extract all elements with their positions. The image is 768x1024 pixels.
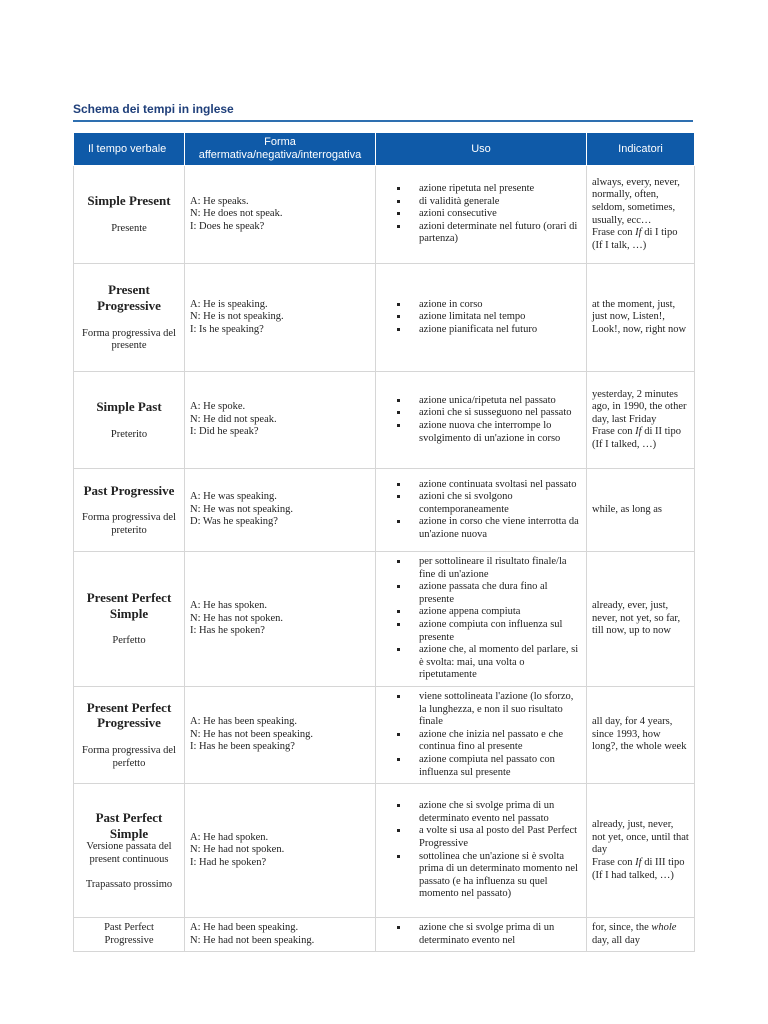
tense-italian: Presente (111, 223, 147, 234)
use-item: viene sottolineata l'azione (lo sforzo, la lunghezza, e non il suo risultato finale (419, 691, 581, 729)
forms-cell (185, 687, 376, 784)
indicators-if-clause: Frase con If di II tipo (If I talked, …) (592, 426, 681, 450)
use-item: azioni che si svolgono contemporaneamente (419, 491, 581, 516)
use-item: azioni consecutive (419, 208, 581, 221)
use-item: azione compiuta con influenza sul presente (419, 619, 581, 644)
tense-cell (74, 918, 185, 952)
form-negative: N: He had not spoken. (190, 844, 285, 856)
header-tense: Il tempo verbale (74, 133, 185, 166)
uses-cell (376, 264, 587, 372)
use-item: azione passata che dura fino al presente (419, 581, 581, 606)
use-item: azione pianificata nel futuro (419, 324, 581, 337)
tense-name: Simple Past (96, 398, 162, 414)
tense-italian: Versione passata del present continuous (86, 841, 172, 865)
tense-cell (74, 552, 185, 687)
indicators-cell (587, 166, 695, 264)
table-row (74, 687, 695, 784)
header-indicators: Indicatori (587, 133, 695, 166)
tense-cell (74, 784, 185, 918)
indicators-text: yesterday, 2 minutes ago, in 1990, the other day, last Friday (592, 388, 687, 425)
tense-cell (74, 264, 185, 372)
forms-cell (185, 918, 376, 952)
table-row (74, 264, 695, 372)
header-uses: Uso (376, 133, 587, 166)
tense-cell (74, 166, 185, 264)
tense-italian: Perfetto (112, 635, 146, 647)
tense-name: Simple Present (87, 193, 171, 209)
table-row (74, 552, 695, 687)
tense-italian: Forma progressiva del preterito (82, 512, 176, 536)
uses-cell (376, 918, 587, 952)
table-row (74, 784, 695, 918)
uses-cell (376, 166, 587, 264)
form-negative: N: He is not speaking. (190, 311, 284, 323)
indicators-cell: for, since, the whole day, all day (587, 918, 695, 952)
table-row (74, 166, 695, 264)
tense-italian: Preterito (110, 428, 148, 440)
uses-cell (376, 552, 587, 687)
form-interrogative: D: Was he speaking? (190, 516, 278, 528)
use-item: di validità generale (419, 196, 581, 209)
form-negative: N: He has not been speaking. (190, 728, 314, 740)
form-affirmative: A: He spoke. (190, 401, 246, 413)
indicators-if-clause: Frase con If di III tipo (If I had talked, …) (592, 856, 685, 881)
uses-cell (376, 687, 587, 784)
use-item: azione che si svolge prima di un determinato evento nel passato (419, 800, 581, 825)
form-affirmative: A: He is speaking. (190, 298, 268, 310)
forms-cell (185, 552, 376, 687)
use-item: azione in corso che viene interrotta da un'azione nuova (419, 516, 581, 541)
form-interrogative: I: Did he speak? (190, 426, 259, 438)
indicators-text: already, just, never, not yet, once, until that day (592, 819, 689, 856)
tense-cell (74, 372, 185, 469)
header-forms: Forma affermativa/negativa/interrogativa (185, 133, 376, 166)
forms-cell (185, 264, 376, 372)
indicators-cell: at the moment, just, just now, Listen!, Look!, now, right now (587, 264, 695, 372)
tense-name: Present Perfect Simple (86, 590, 172, 621)
page-title: Schema dei tempi in inglese (73, 102, 693, 122)
use-item: azione continuata svoltasi nel passato (419, 479, 581, 492)
form-affirmative: A: He was speaking. (190, 491, 277, 503)
tense-name: Present Perfect Progressive (86, 699, 172, 731)
form-affirmative: A: He has spoken. (190, 600, 267, 612)
tense-name: Past Progressive (83, 482, 175, 498)
use-item: sottolinea che un'azione si è svolta prima di un determinato momento nel passato (e ha influenza su quel momento nel passato) (419, 851, 581, 901)
forms-cell (185, 166, 376, 264)
form-affirmative: A: He has been speaking. (190, 716, 298, 728)
form-negative: N: He was not speaking. (190, 503, 293, 515)
table-row (74, 918, 695, 952)
form-negative: N: He did not speak. (190, 413, 277, 425)
use-item: azione limitata nel tempo (419, 311, 581, 324)
use-item: per sottolineare il risultato finale/la fine di un'azione (419, 556, 581, 581)
form-interrogative: I: Has he spoken? (190, 625, 265, 637)
use-item: azioni che si susseguono nel passato (419, 407, 581, 420)
form-affirmative: A: He speaks. (190, 195, 249, 207)
forms-cell (185, 784, 376, 918)
use-item: azione appena compiuta (419, 606, 581, 619)
indicators-cell: all day, for 4 years, since 1993, how long?, the whole week (587, 687, 695, 784)
tense-name: Past Perfect Progressive (104, 922, 154, 946)
tense-italian: Forma progressiva del perfetto (82, 745, 176, 769)
indicators-if-clause: Frase con If di I tipo (If I talk, …) (592, 227, 678, 251)
uses-cell (376, 469, 587, 552)
use-item: a volte si usa al posto del Past Perfect Progressive (419, 825, 581, 850)
tenses-table (73, 132, 695, 952)
tense-cell (74, 469, 185, 552)
form-interrogative: I: Is he speaking? (190, 323, 264, 335)
use-item: azione in corso (419, 299, 581, 312)
use-item: azioni determinate nel futuro (orari di partenza) (419, 221, 581, 246)
use-item: azione compiuta nel passato con influenza sul presente (419, 754, 581, 779)
tense-name: Present Progressive (97, 282, 161, 313)
indicators-cell (587, 784, 695, 918)
forms-cell (185, 469, 376, 552)
form-interrogative: I: Had he spoken? (190, 856, 267, 868)
indicators-cell: while, as long as (587, 469, 695, 552)
use-item: azione nuova che interrompe lo svolgimento di un'azione in corso (419, 420, 581, 445)
use-item: azione che inizia nel passato e che continua fino al presente (419, 729, 581, 754)
use-item: azione unica/ripetuta nel passato (419, 395, 581, 408)
form-affirmative: A: He had spoken. (190, 831, 269, 843)
form-negative: N: He had not been speaking. (190, 934, 315, 946)
form-interrogative: I: Does he speak? (190, 220, 265, 232)
uses-cell (376, 372, 587, 469)
uses-cell (376, 784, 587, 918)
table-row (74, 372, 695, 469)
table-header-row (74, 133, 695, 166)
tense-cell (74, 687, 185, 784)
form-negative: N: He has not spoken. (190, 612, 284, 624)
tense-name: Past Perfect Simple (95, 810, 163, 841)
indicators-cell (587, 372, 695, 469)
tense-italian-2: Trapassato prossimo (85, 878, 173, 890)
form-affirmative: A: He had been speaking. (190, 922, 299, 934)
form-interrogative: I: Has he been speaking? (190, 741, 295, 753)
indicators-text: always, every, never, normally, often, seldom, sometimes, usually, ecc… (592, 176, 680, 226)
form-negative: N: He does not speak. (190, 208, 283, 220)
table-row (74, 469, 695, 552)
forms-cell (185, 372, 376, 469)
tense-italian: Forma progressiva del presente (82, 327, 176, 352)
indicators-cell: already, ever, just, never, not yet, so far, till now, up to now (587, 552, 695, 687)
use-item: azione che si svolge prima di un determinato evento nel (419, 922, 581, 947)
use-item: azione che, al momento del parlare, si è svolta: mai, una volta o ripetutamente (419, 644, 581, 682)
use-item: azione ripetuta nel presente (419, 183, 581, 196)
